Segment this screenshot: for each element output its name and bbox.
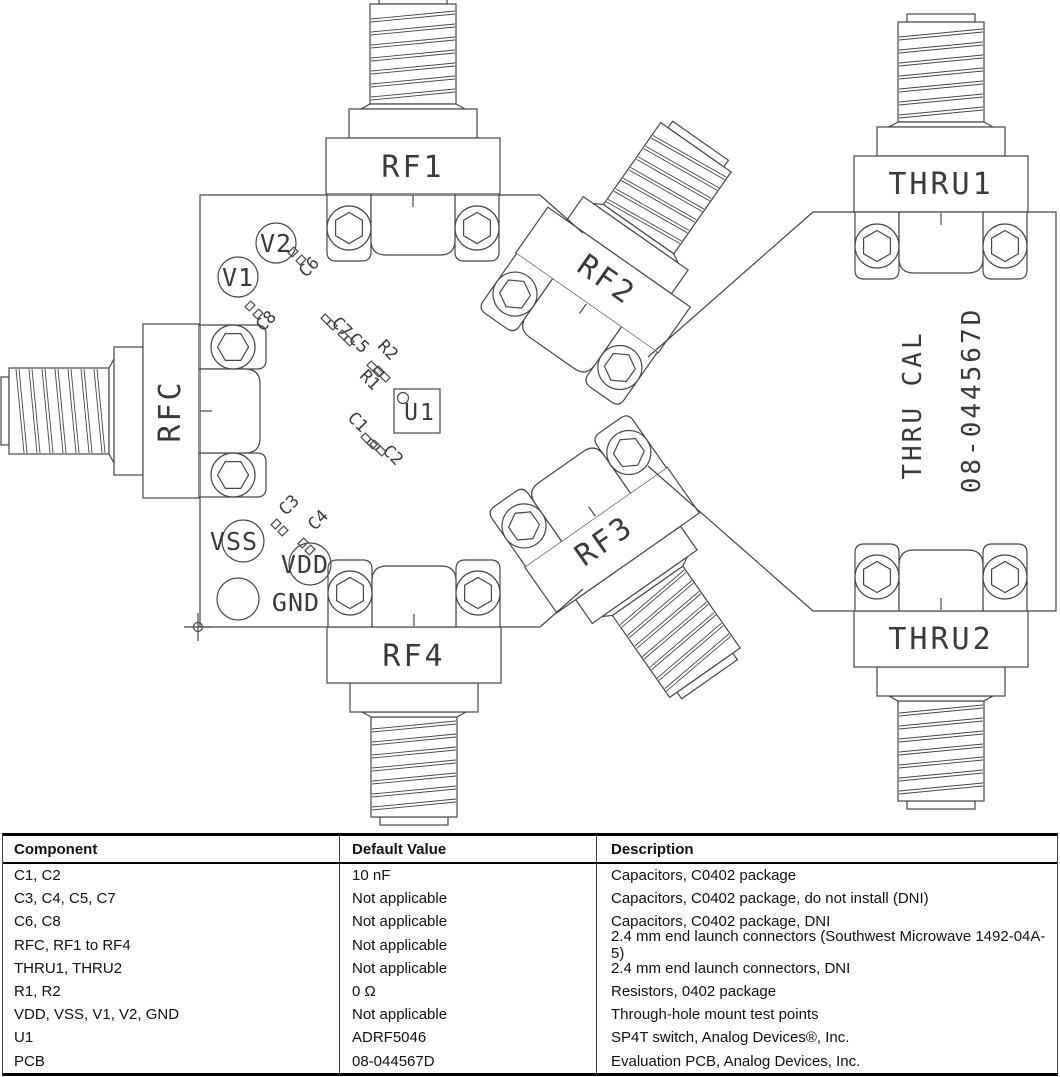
test-point-v2-label: V2	[259, 229, 293, 258]
cell-description: Capacitors, C0402 package, DNI	[611, 913, 831, 931]
connector-rf1-label: RF1	[381, 150, 445, 185]
cell-component: C3, C4, C5, C7	[3, 887, 340, 910]
table-row	[3, 928, 1057, 963]
component-r1	[355, 366, 390, 395]
cell-default-value: 08-044567D	[340, 1050, 597, 1073]
component-c7-label: C7	[327, 313, 356, 342]
connector-rf2-label: RF2	[570, 247, 643, 313]
table-row	[3, 1003, 1057, 1026]
cell-component: RFC, RF1 to RF4	[3, 934, 340, 957]
component-c1-label: C1	[343, 408, 372, 437]
connector-rf1	[326, 0, 500, 261]
component-r1-label: R1	[355, 366, 384, 395]
cell-description: Capacitors, C0402 package	[611, 867, 797, 885]
test-point-vss	[210, 520, 264, 562]
cell-default-value: Not applicable	[340, 957, 597, 980]
table-header-row	[3, 836, 1057, 864]
test-point-gnd-label: GND	[271, 588, 321, 617]
ic-u1	[394, 389, 440, 433]
connector-body	[327, 560, 501, 825]
component-c2-label: C2	[378, 441, 407, 470]
connector-rf3	[486, 412, 781, 729]
test-point-v1-label: V1	[221, 263, 255, 292]
components-table	[2, 833, 1058, 1076]
cell-component: PCB	[3, 1050, 340, 1073]
cell-description: Resistors, 0402 package	[611, 983, 777, 1001]
pcb-number-text: 08-044567D	[957, 306, 987, 494]
cell-default-value: Not applicable	[340, 910, 597, 933]
cell-default-value: Not applicable	[340, 1003, 597, 1026]
connector-body	[854, 544, 1028, 809]
table-header-description: Description	[611, 840, 694, 858]
cell-default-value: ADRF5046	[340, 1026, 597, 1049]
connector-body	[477, 91, 772, 408]
cell-default-value: Not applicable	[340, 934, 597, 957]
component-c3-label: C3	[275, 491, 304, 520]
table-row	[3, 1050, 1057, 1073]
cell-component: C6, C8	[3, 910, 340, 933]
cell-component: C1, C2	[3, 864, 340, 887]
cell-component: U1	[3, 1026, 340, 1049]
connector-rf4	[327, 560, 501, 825]
connector-rfc	[1, 324, 266, 498]
cell-description: 2.4 mm end launch connectors (Southwest Microwave 1492-04A-5)	[611, 928, 1046, 963]
component-c3	[271, 491, 304, 536]
cell-default-value: 10 nF	[340, 864, 597, 887]
ic-u1-label: U1	[404, 400, 436, 426]
component-c4	[298, 506, 333, 555]
cell-default-value: 0 Ω	[340, 980, 597, 1003]
connector-body	[486, 412, 781, 729]
component-r2-label: R2	[373, 336, 402, 365]
connector-rf2	[477, 91, 772, 408]
connector-body	[326, 0, 500, 261]
table-row	[3, 980, 1057, 1003]
test-point-vdd-label: VDD	[280, 550, 330, 579]
table-row	[3, 1026, 1057, 1049]
cell-description: Capacitors, C0402 package, do not install (DNI)	[611, 890, 929, 908]
test-point-v2	[256, 223, 296, 263]
table-row	[3, 957, 1057, 980]
test-point-v1	[218, 257, 258, 297]
table-row	[3, 864, 1057, 887]
cell-component: THRU1, THRU2	[3, 957, 340, 980]
connector-thru2-label: THRU2	[888, 622, 994, 657]
connector-body	[1, 324, 266, 498]
component-c5-label: C5	[344, 329, 373, 358]
component-c8-label: C8	[252, 307, 281, 336]
connector-thru1	[854, 14, 1028, 279]
cell-component: R1, R2	[3, 980, 340, 1003]
component-c6-label: C6	[295, 253, 324, 282]
component-c4-label: C4	[304, 506, 333, 535]
cell-description: Evaluation PCB, Analog Devices, Inc.	[611, 1052, 861, 1070]
table-header-component: Component	[3, 836, 340, 862]
connector-rfc-label: RFC	[153, 379, 188, 443]
connector-body	[854, 14, 1028, 279]
connector-rf4-label: RF4	[382, 639, 446, 674]
cell-description: SP4T switch, Analog Devices®, Inc.	[611, 1029, 850, 1047]
component-c2	[370, 440, 407, 470]
connector-rf3-label: RF3	[568, 508, 641, 574]
connector-thru2	[854, 544, 1028, 809]
test-point-vss-label: VSS	[209, 527, 259, 556]
cell-description: 2.4 mm end launch connectors, DNI	[611, 959, 851, 977]
table-row	[3, 887, 1057, 910]
cell-default-value: Not applicable	[340, 887, 597, 910]
thru-cal-text: THRU CAL	[898, 330, 928, 480]
connector-thru1-label: THRU1	[888, 167, 994, 202]
cell-component: VDD, VSS, V1, V2, GND	[3, 1003, 340, 1026]
cell-description: Through-hole mount test points	[611, 1006, 819, 1024]
table-header-default-value: Default Value	[340, 836, 597, 862]
